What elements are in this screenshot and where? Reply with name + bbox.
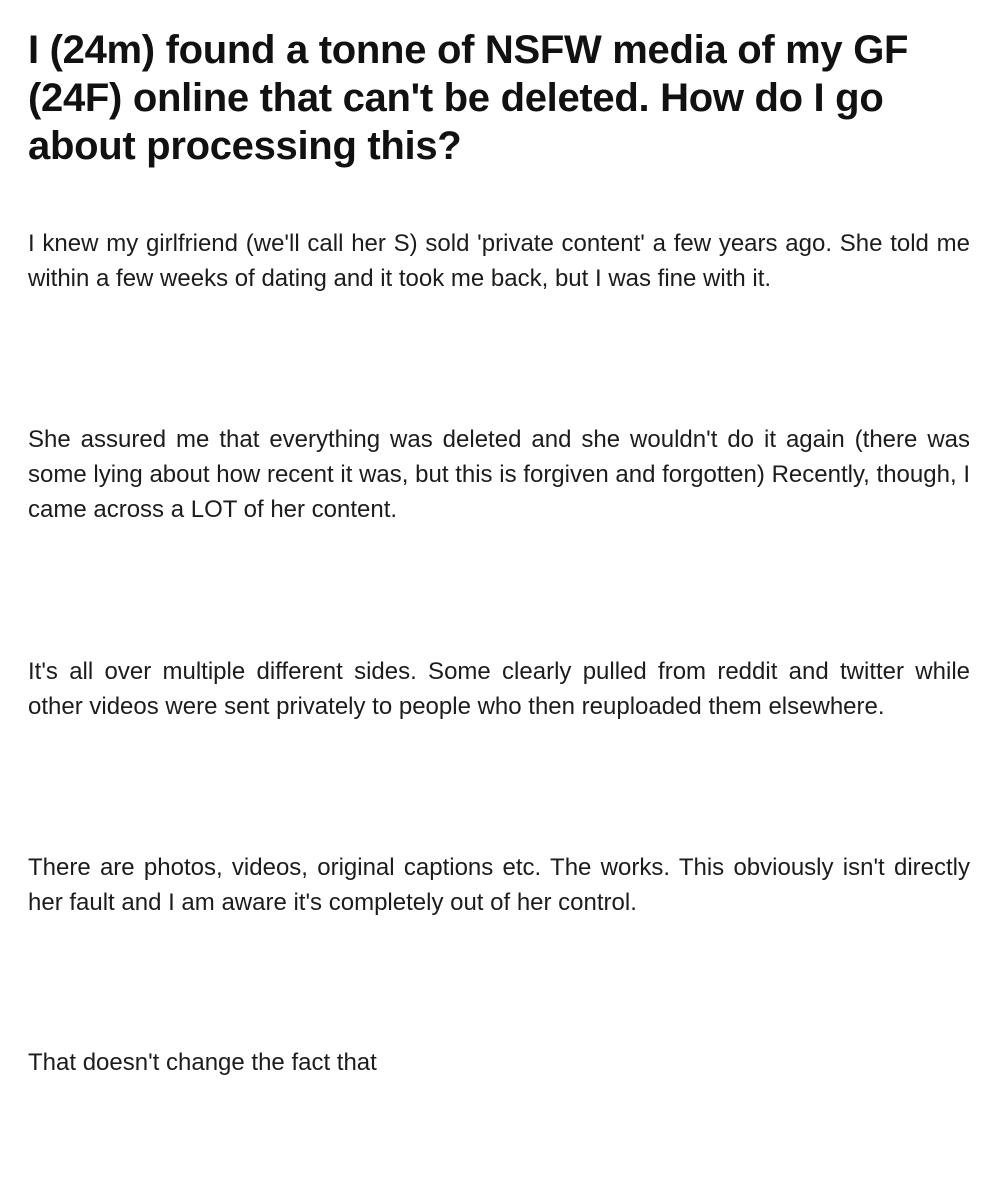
post-paragraph-4: There are photos, videos, original captions etc. The works. This obviously isn't directly her fault and I am aware it's completely out of her control. [28, 854, 970, 916]
post-paragraph-2: She assured me that everything was deleted and she wouldn't do it again (there was some lying about how recent it was, but this is forgiven and forgotten) Recently, though, I came across a LOT of her content. [28, 426, 970, 523]
post-paragraph-5: That doesn't change the fact that [28, 1049, 377, 1076]
post [28, 26, 970, 1080]
post-body [28, 226, 970, 1080]
post-paragraph-3: It's all over multiple different sides. Some clearly pulled from reddit and twitter while other videos were sent privately to people who then reuploaded them elsewhere. [28, 658, 970, 720]
post-title: I (24m) found a tonne of NSFW media of my GF (24F) online that can't be deleted. How do I go about processing this? [28, 28, 909, 168]
post-paragraph-1: I knew my girlfriend (we'll call her S) sold 'private content' a few years ago. She told me within a few weeks of dating and it took me back, but I was fine with it. [28, 230, 970, 292]
